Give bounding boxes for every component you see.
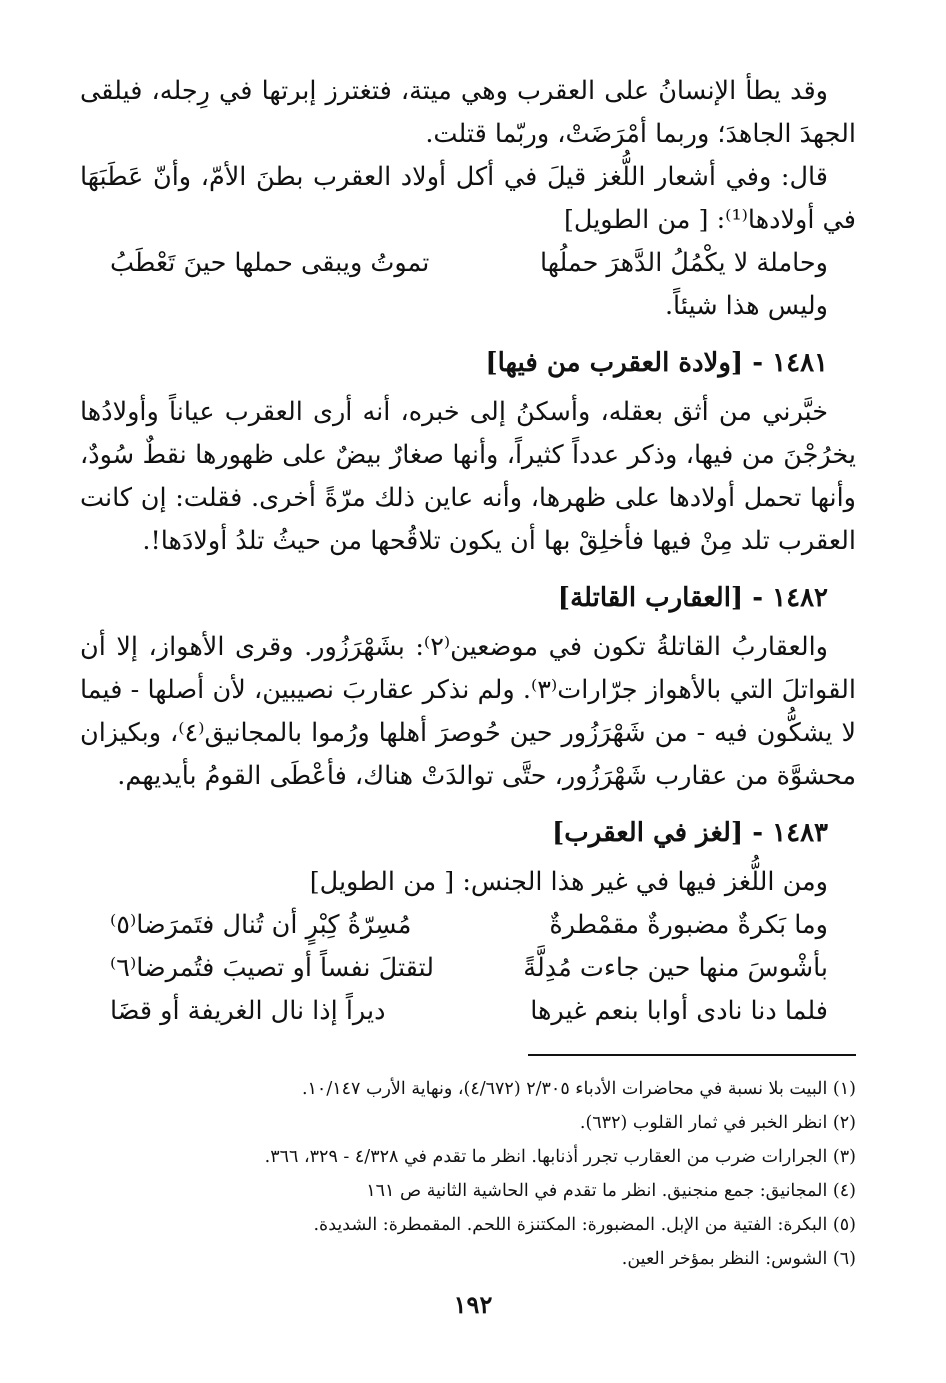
verse-2 (80, 904, 856, 947)
verse-3-second-hemistich: لتقتلَ نفساً أو تصيبَ فتُمرضا⁽٦⁾ (110, 953, 435, 983)
paragraph-3: وليس هذا شيئاً. (664, 291, 828, 321)
footnote-4: (٤) المجانيق: جمع منجنيق. انظر ما تقدم في الحاشية الثانية ص ١٦١ (366, 1181, 856, 1201)
main-text (80, 70, 856, 1033)
page-number: ١٩٢ (453, 1290, 493, 1319)
footnote-3: (٣) الجرارات ضرب من العقارب تجرر أذنابها. انظر ما تقدم في ٤/٣٢٨ - ٣٢٩، ٣٦٦. (264, 1147, 856, 1167)
footnote-1: (١) البيت بلا نسبة في محاضرات الأدباء ٢/٣٠٥ (٤/٦٧٢)، ونهاية الأرب ١٠/١٤٧. (301, 1079, 856, 1099)
section-1483-intro: ومن اللُّغز فيها في غير هذا الجنس: [ من الطويل] (309, 867, 828, 897)
section-1481-heading: ١٤٨١ - [ولادة العقرب من فيها] (485, 348, 828, 378)
verse-4 (80, 990, 856, 1033)
footnote-5: (٥) البكرة: الفتية من الإبل. المضبورة: المكتنزة اللحم. المقمطرة: الشديدة. (313, 1215, 856, 1235)
verse-1-second-hemistich: تموتُ ويبقى حملها حينَ تَعْطَبُ (110, 248, 430, 278)
section-1481-text: خبَّرني من أثق بعقله، وأسكنُ إلى خبره، أنه أرى العقرب عياناً وأولادُها يخرُجْنَ من فيها، وذكر عدداً كثيراً، وأنها صغارٌ بيضٌ على ظهورها نقطٌ سُودٌ، وأنها تحمل أولادها على ظهرها، وأنه عاين ذلك مرّةً أخرى. فقلت: إن كانت العقرب تلد مِنْ فيها فأخلِقْ بها أن يكون تلاقُحها من حيثُ تلدُ أولادَها!. (80, 397, 856, 556)
paragraph-1: وقد يطأ الإنسانُ على العقرب وهي ميتة، فتغترز إبرتها في رِجله، فيلقى الجهدَ الجاهدَ؛ وربما أمْرَضَتْ، وربّما قتلت. (80, 76, 856, 149)
section-1483-heading: ١٤٨٣ - [لغز في العقرب] (551, 818, 828, 848)
footnote-2: (٢) انظر الخبر في ثمار القلوب (٦٣٢). (579, 1113, 856, 1133)
verse-2-first-hemistich: وما بَكرةٌ مضبورةٌ مقمْطرةٌ (549, 910, 828, 940)
verse-4-first-hemistich: فلما دنا نادى أوابا بنعم غيرها (530, 996, 828, 1026)
verse-2-second-hemistich: مُسِرّةُ كِبْرٍ أن تُنال فتَمرَضا⁽٥⁾ (110, 910, 412, 940)
verse-4-second-hemistich: ديراً إذا نال الغريفة أو قضَا (110, 996, 386, 1026)
section-1482-heading: ١٤٨٢ - [العقارب القاتلة] (557, 583, 828, 613)
footnotes (86, 1072, 856, 1276)
verse-1 (80, 242, 856, 285)
section-1482-text: والعقاربُ القاتلةُ تكون في موضعين⁽٢⁾: بشَهْرَزُور. وقرى الأهواز، إلا أن القواتلَ التي بالأهواز جرّارات⁽٣⁾. ولم نذكر عقاربَ نصيبين، لأن أصلها - فيما لا يشكُّون فيه - من شَهْرَزُور حين حُوصرَ أهلها ورُموا بالمجانيق⁽٤⁾، وبكيزان محشوَّة من عقارب شَهْرَزُور، حتَّى توالدَتْ هناك، فأعْطَى القومُ بأيديهم. (80, 632, 856, 791)
verse-3-first-hemistich: بأشْوسَ منها حين جاءت مُدِلَّةً (523, 953, 828, 983)
paragraph-2: قال: وفي أشعار اللُّغز قيلَ في أكل أولاد العقرب بطنَ الأمّ، وأنّ عَطَبَهَا في أولادها⁽¹⁾: [ من الطويل] (80, 162, 856, 235)
footnote-divider (528, 1054, 856, 1056)
footnote-6: (٦) الشوس: النظر بمؤخر العين. (621, 1249, 856, 1269)
verse-3 (80, 947, 856, 990)
verse-1-first-hemistich: وحاملة لا يكْمُلُ الدَّهرَ حملُها (539, 248, 828, 278)
